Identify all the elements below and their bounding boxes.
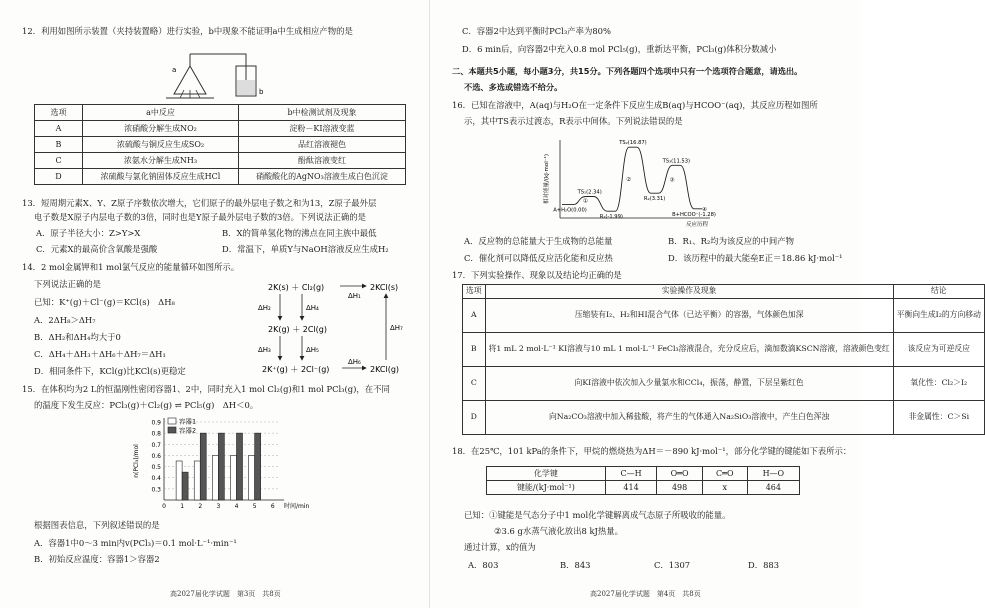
q16-line1: 16．已知在溶液中，A(aq)与H₂O在一定条件下反应生成B(aq)与HCOO⁻(aq)，其反应历程如图所 <box>452 100 818 110</box>
q13-option-b: B．X的简单氢化物的沸点在同主族中最低 <box>222 228 377 238</box>
cycle-bot-right: 2KCl(g) <box>370 365 400 374</box>
q14-option-a: A．2ΔH₈＞ΔH₇ <box>34 315 96 325</box>
table-row: B 浓硫酸与铜反应生成SO₂ 品红溶液褪色 <box>35 137 406 153</box>
point-label: TS₂(16.87) <box>619 140 647 147</box>
q16-option-b: B．R₁、R₂均为该反应的中间产物 <box>668 236 794 246</box>
cycle-bot-left: 2K⁺(g) ＋ 2Cl⁻(g) <box>262 365 330 374</box>
y-tick-label: 0.8 <box>151 430 161 438</box>
y-tick-label: 0.4 <box>151 475 161 483</box>
q15-option-b: B．初始反应温度：容器1＞容器2 <box>34 554 160 564</box>
q18-option-a: A．803 <box>468 560 499 570</box>
q16-option-c: C．催化剂可以降低反应活化能和反应热 <box>464 253 613 263</box>
bar-容器1 <box>176 461 182 500</box>
th-b-detection: b中检测试剂及现象 <box>239 105 406 121</box>
legend-swatch <box>168 427 176 433</box>
x-tick-label: 3 <box>216 503 221 510</box>
bar-容器2 <box>182 472 188 500</box>
svg-text:ΔH₄: ΔH₄ <box>306 304 319 312</box>
q12-stem: 12．利用如图所示装置（夹持装置略）进行实验，b中现象不能证明a中生成相应产物的是 <box>22 26 353 36</box>
bar-容器1 <box>212 455 218 500</box>
q14-line2: 下列说法正确的是 <box>34 279 101 289</box>
q18-calc: 通过计算，x的值为 <box>464 542 536 552</box>
x-tick-label: 6 <box>270 503 275 510</box>
x-axis-label: 反应历程 <box>685 222 708 228</box>
svg-text:ΔH₁: ΔH₁ <box>348 292 361 300</box>
table-row: C 向KI溶液中依次加入少量氯水和CCl₄，振荡，静置，下层呈紫红色 氧化性：Cl₂＞I₂ <box>463 366 985 400</box>
q12-table <box>34 104 406 185</box>
q17-stem: 17．下列实验操作、现象以及结论均正确的是 <box>452 270 622 280</box>
bar-容器2 <box>237 433 243 500</box>
q17-table: 选项 实验操作及现象 结论 A 压缩装有I₂、H₂和HI混合气体（已达平衡）的容器，气体颜色加深 平衡向生成I₂的方向移动 B 将1 mL 2 mol·L⁻¹ KI溶液与10 mL 1 mol·L⁻¹ FeCl₃溶液混合，充分反应后，滴加数滴KSCN溶液，溶液颜色变红 该反应为可逆反应 C 向KI溶液中依次加入少量氯水和CCl₄，振荡，静置，下层呈紫红色 氧化性：Cl₂＞I₂ D 向Na₂CO₃溶液中加入稀盐酸，将产生的气体通入Na₂SiO₃溶液中，产生白色浑浊 非金属性：C＞Si <box>462 284 985 435</box>
reaction-energy-profile <box>540 134 720 230</box>
svg-text:ΔH₇: ΔH₇ <box>390 324 403 332</box>
q15-option-a: A．容器1中0～3 min内v(PCl₃)＝0.1 mol·L⁻¹·min⁻¹ <box>34 538 237 548</box>
q15-option-c: C．容器2中达到平衡时PCl₃产率为80% <box>462 26 611 36</box>
q18-option-b: B．843 <box>560 560 591 570</box>
step-marker: ③ <box>669 177 675 184</box>
cycle-top-right: 2KCl(s) <box>370 283 399 292</box>
y-tick-label: 0.3 <box>151 486 161 494</box>
q14-option-b: B．ΔH₂和ΔH₄均大于0 <box>34 332 121 342</box>
q15-line2: 的温度下发生反应：PCl₃(g)＋Cl₂(g) ⇌ PCl₅(g) ΔH＜0。 <box>34 400 259 410</box>
svg-text:ΔH₃: ΔH₃ <box>258 346 271 354</box>
right-page <box>430 0 981 608</box>
cycle-top-left: 2K(s) ＋ Cl₂(g) <box>268 283 325 292</box>
x-axis-label: 时间/min <box>284 503 310 510</box>
bar-容器2 <box>255 433 261 500</box>
svg-text:ΔH₆: ΔH₆ <box>348 358 361 366</box>
th-a-reaction: a中反应 <box>83 105 239 121</box>
q18-bond-table: 化学键 C—H O═O C═O H—O 键能/(kJ·mol⁻¹) 414 498 x 464 <box>486 466 800 495</box>
point-label: A+H₂O(0.00) <box>553 207 587 214</box>
q18-note1: 已知：①键能是气态分子中1 mol化学键解离成气态原子所吸收的能量。 <box>464 510 731 520</box>
bar-容器1 <box>231 455 237 500</box>
point-label: R₂(3.31) <box>644 196 666 203</box>
bar-容器2 <box>200 433 206 500</box>
point-label: TS₁(2.34) <box>577 189 602 196</box>
table-row: D 向Na₂CO₃溶液中加入稀盐酸，将产生的气体通入Na₂SiO₃溶液中，产生白色浑浊 非金属性：C＞Si <box>463 400 985 434</box>
q18-stem: 18．在25℃，101 kPa的条件下，甲烷的燃烧热为ΔH＝－890 kJ·mol⁻¹，部分化学键的键能如下表所示： <box>452 446 852 456</box>
q15-option-d: D．6 min后，向容器2中充入0.8 mol PCl₅(g)，重新达平衡，PCl₃(g)体积分数减小 <box>462 44 777 54</box>
legend-swatch <box>168 418 176 424</box>
bar-容器1 <box>194 461 200 500</box>
x-tick-label: 4 <box>234 503 239 510</box>
table-row: A 压缩装有I₂、H₂和HI混合气体（已达平衡）的容器，气体颜色加深 平衡向生成I₂的方向移动 <box>463 298 985 332</box>
x-tick-label: 2 <box>198 503 203 510</box>
right-footer: 高2027届化学试题 第4页 共8页 <box>590 590 701 598</box>
x-tick-label: 0 <box>162 503 166 510</box>
apparatus-figure <box>160 44 270 102</box>
label-b: b <box>259 88 264 96</box>
table-row: 键能/(kJ·mol⁻¹) 414 498 x 464 <box>487 481 800 495</box>
x-tick-label: 5 <box>252 503 257 510</box>
section2-line1: 二、本题共5小题，每小题3分，共15分。下列各题四个选项中只有一个选项符合题意，请选出。 <box>452 66 803 76</box>
q15-line1: 15．在体积均为2 L的恒温刚性密闭容器1、2中，同时充入1 mol Cl₂(g)和1 mol PCl₃(g)，在不同 <box>22 384 390 394</box>
y-tick-label: 0.5 <box>151 464 161 472</box>
pcl3-bar-chart <box>128 412 310 512</box>
q15-after-chart: 根据图表信息，下列叙述错误的是 <box>34 520 160 530</box>
y-tick-label: 0.7 <box>151 441 161 449</box>
q18-option-c: C．1307 <box>654 560 691 570</box>
q14-option-c: C．ΔH₄＋ΔH₃＋ΔH₆＋ΔH₇＝ΔH₁ <box>34 349 166 359</box>
q18-option-d: D．883 <box>748 560 780 570</box>
left-footer: 高2027届化学试题 第3页 共8页 <box>170 590 281 598</box>
q13-line2: 电子数是X原子内层电子数的3倍，同时也是Y原子最外层电子数的3倍。下列说法正确的是 <box>34 212 367 222</box>
svg-text:ΔH₂: ΔH₂ <box>258 304 271 312</box>
y-tick-label: 0.6 <box>151 452 161 460</box>
point-label: B+HCOO⁻(-1.28) <box>672 211 716 218</box>
svg-text:ΔH₅: ΔH₅ <box>306 346 319 354</box>
table-row: B 将1 mL 2 mol·L⁻¹ KI溶液与10 mL 1 mol·L⁻¹ FeCl₃溶液混合，充分反应后，滴加数滴KSCN溶液，溶液颜色变红 该反应为可逆反应 <box>463 332 985 366</box>
table-row: A 浓硝酸分解生成NO₂ 淀粉－KI溶液变蓝 <box>35 121 406 137</box>
legend-label: 容器1 <box>179 417 197 426</box>
q16-option-d: D．该历程中的最大能垒E正＝18.86 kJ·mol⁻¹ <box>668 253 843 263</box>
q16-option-a: A．反应物的总能量大于生成物的总能量 <box>464 236 613 246</box>
q13-option-d: D．常温下，单质Y与NaOH溶液反应生成H₂ <box>222 244 389 254</box>
table-row: D 浓硫酸与氯化钠固体反应生成HCl 硝酸酸化的AgNO₃溶液生成白色沉淀 <box>35 169 406 185</box>
y-axis-label: 相对能量/(kJ·mol⁻¹) <box>544 153 550 205</box>
label-a: a <box>172 66 177 74</box>
q13-option-c: C．元素X的最高价含氧酸是强酸 <box>36 244 158 254</box>
step-marker: ② <box>626 177 632 184</box>
step-marker: ④ <box>702 206 707 213</box>
q16-line2: 示，其中TS表示过渡态，R表示中间体。下列说法错误的是 <box>464 116 683 126</box>
th-option: 选项 <box>35 105 83 121</box>
table-row: C 浓氨水分解生成NH₃ 酚酞溶液变红 <box>35 153 406 169</box>
y-axis-label: n(PCl₃)/mol <box>133 444 140 478</box>
x-tick-label: 1 <box>180 503 185 510</box>
q18-note2: ②3.6 g水蒸气液化放出8 kJ热量。 <box>494 526 624 536</box>
left-page <box>0 0 430 608</box>
q14-line1: 14．2 mol金属钾和1 mol氯气反应的能量循环如图所示。 <box>22 262 240 272</box>
q14-option-d: D．相同条件下，KCl(g)比KCl(s)更稳定 <box>34 366 186 376</box>
point-label: R₁(-1.99) <box>599 214 623 221</box>
point-label: TS₃(11.53) <box>662 158 691 165</box>
y-tick-label: 0.9 <box>151 419 161 427</box>
bar-容器2 <box>218 433 224 500</box>
cycle-mid-left: 2K(g) ＋ 2Cl(g) <box>268 325 327 334</box>
section2-line2: 不选、多选或错选不给分。 <box>464 82 563 92</box>
q13-line1: 13．短周期元素X、Y、Z原子序数依次增大，它们原子的最外层电子数之和为13，Z原子最外层 <box>22 198 377 208</box>
bar-容器1 <box>249 455 255 500</box>
legend-label: 容器2 <box>179 426 197 435</box>
energy-cycle-diagram <box>236 280 420 376</box>
q13-option-a: A．原子半径大小：Z>Y>X <box>36 228 141 238</box>
q14-known: 已知：K⁺(g)＋Cl⁻(g)＝KCl(s) ΔH₈ <box>34 297 175 307</box>
step-marker: ① <box>582 198 588 205</box>
